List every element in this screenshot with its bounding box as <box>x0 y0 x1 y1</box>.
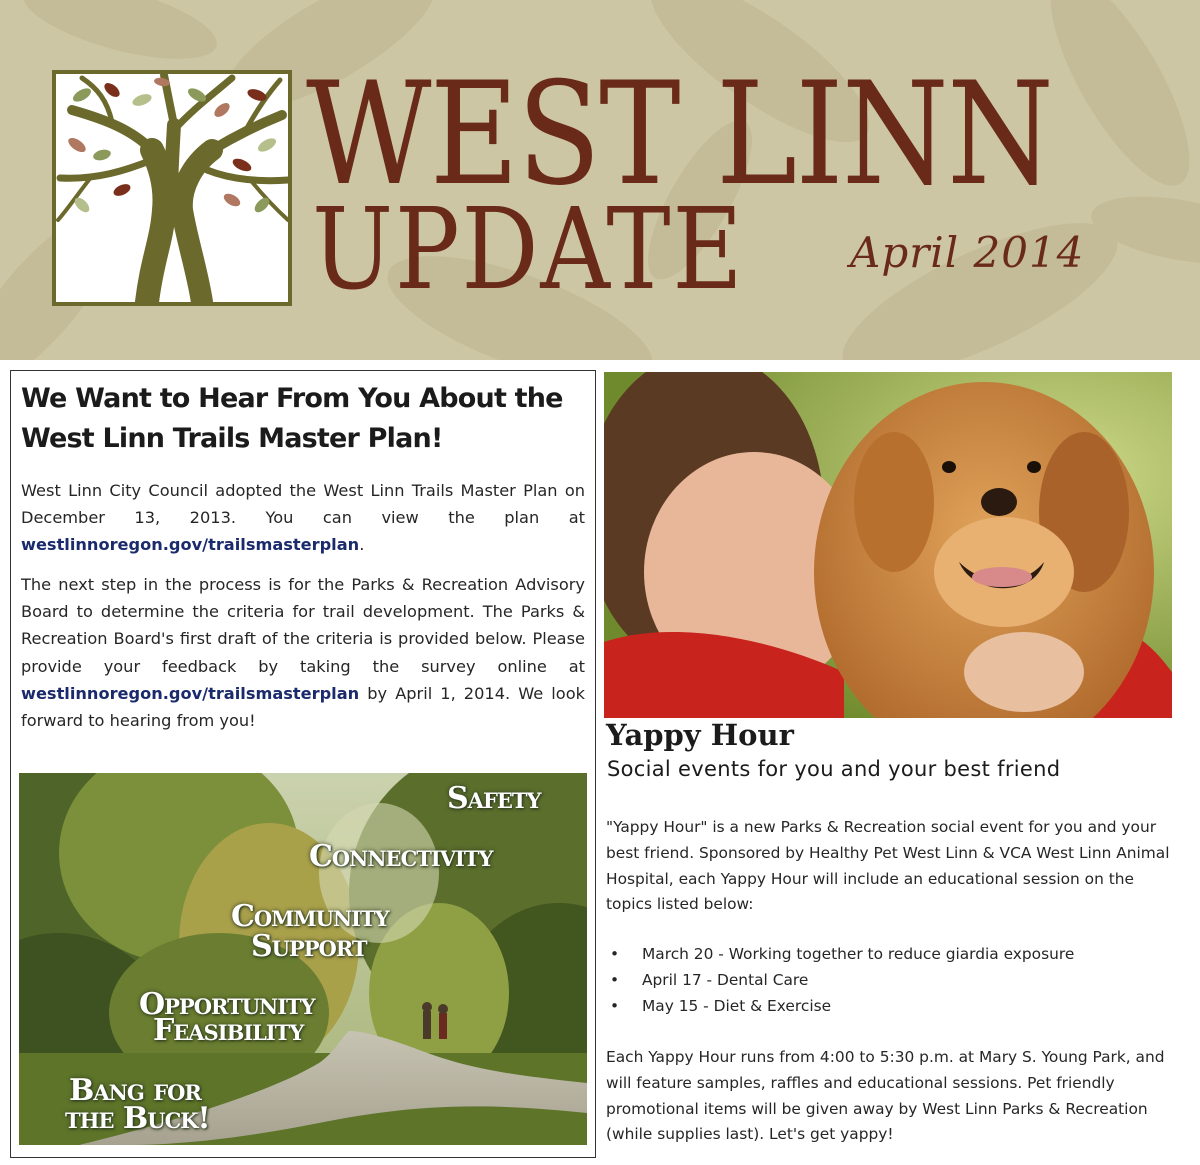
masthead-title-line2: UPDATE <box>312 185 745 315</box>
criteria-feasibility: Feasibility <box>153 1013 304 1048</box>
trails-paragraph-1 <box>21 477 585 559</box>
trails-plan-link[interactable]: westlinnoregon.gov/trailsmasterplan <box>21 535 360 555</box>
criteria-safety: Safety <box>447 781 541 816</box>
trails-paragraph-2 <box>21 571 585 734</box>
issue-date: April 2014 <box>850 228 1085 277</box>
trails-p1-end: . <box>359 535 365 555</box>
trail-photo <box>19 773 587 1145</box>
bullet: • <box>610 945 620 963</box>
list-item <box>606 942 1176 968</box>
event-text: May 15 - Diet & Exercise <box>642 996 832 1015</box>
list-item <box>606 994 1176 1020</box>
criteria-opportunity: Opportunity <box>139 987 315 1022</box>
trails-p2-text: The next step in the process is for the Parks & Recreation Advisory Board to determine the criteria for trail development. The Parks & Recreation Board's first draft of the criteria is provided below. Please provide your feedback by taking the survey online at <box>21 575 585 676</box>
list-item <box>606 968 1176 994</box>
yappy-hour-subtitle: Social events for you and your best friend <box>607 757 1061 781</box>
yappy-paragraph-1: "Yappy Hour" is a new Parks & Recreation social event for you and your best friend. Sponsored by Healthy Pet West Linn & VCA West Linn Animal Hospital, each Yappy Hour will include an educational session on the topics listed below: <box>606 818 1170 914</box>
yappy-paragraph-2: Each Yappy Hour runs from 4:00 to 5:30 p.m. at Mary S. Young Park, and will feature samples, raffles and educational sessions. Pet friendly promotional items will be given away by West Linn Parks & Recreation (while supplies last). Let's get yappy! <box>606 1048 1165 1144</box>
event-text: April 17 - Dental Care <box>642 970 809 989</box>
criteria-connectivity: Connectivity <box>309 839 493 874</box>
criteria-support: Support <box>251 929 367 964</box>
trails-article <box>10 370 596 1158</box>
masthead-title-line1: WEST LINN <box>306 52 1053 217</box>
boy-and-dog-photo <box>604 372 1172 718</box>
boy-dog-image <box>604 372 1172 718</box>
event-text: March 20 - Working together to reduce giardia exposure <box>642 945 1075 963</box>
yappy-hour-title: Yappy Hour <box>606 718 794 752</box>
bullet: • <box>610 996 620 1015</box>
masthead <box>0 0 1200 360</box>
criteria-bang: Bang for <box>69 1073 201 1108</box>
criteria-buck: the Buck! <box>65 1101 210 1136</box>
bullet: • <box>610 970 620 989</box>
trails-p1-text: West Linn City Council adopted the West Linn Trails Master Plan on December 13, 2013. You can view the plan at <box>21 481 585 528</box>
tree-logo-icon <box>52 70 292 306</box>
trails-survey-link[interactable]: westlinnoregon.gov/trailsmasterplan <box>21 683 360 703</box>
yappy-events-list <box>606 942 1176 1019</box>
trails-p2-end: by April 1, 2014. We look forward to hearing from you! <box>21 683 585 731</box>
criteria-community: Community <box>231 899 389 934</box>
trails-article-title: We Want to Hear From You About the West Linn Trails Master Plan! <box>21 383 563 454</box>
